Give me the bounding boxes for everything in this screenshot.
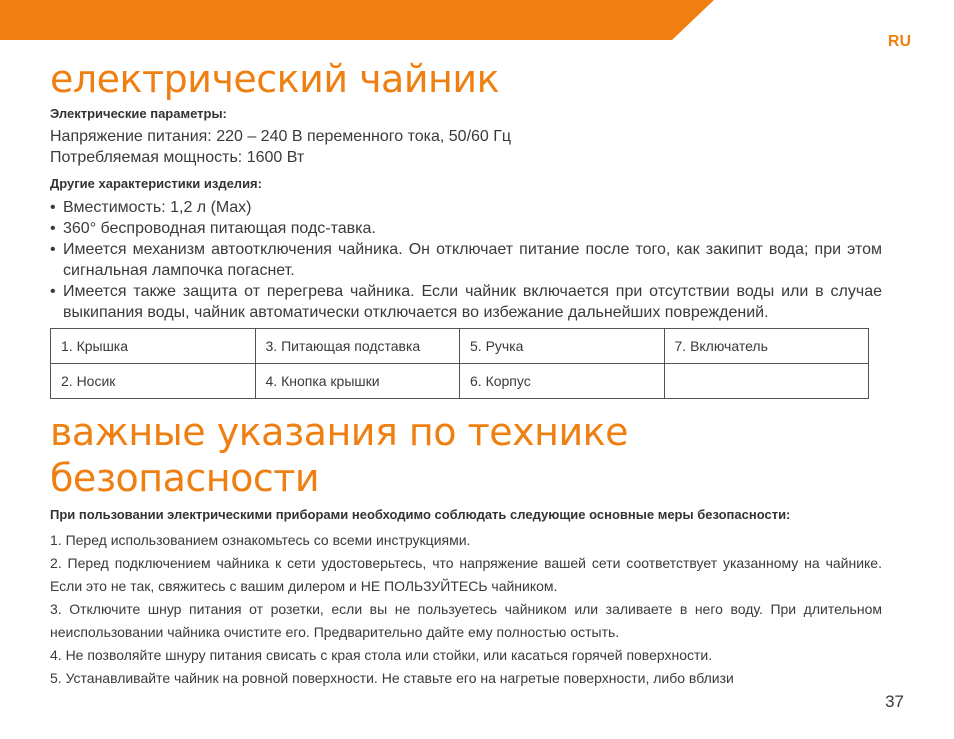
section-title-kettle: електрический чайник [50, 57, 500, 101]
other-features-heading: Другие характеристики изделия: [50, 176, 262, 191]
feature-item: • Имеется также защита от перегрева чайника. Если чайник включается при отсутствии воды или в случае выкипания воды, чайник автоматически отключается во избежание дальнейших повреждений. [50, 281, 882, 323]
table-cell: 3. Питающая подставка [255, 329, 460, 364]
list-item: 3. Отключите шнур питания от розетки, если вы не пользуетесь чайником или заливаете в него воду. При длительном неиспользовании чайника очистите его. Предварительно дайте ему полностью остыть. [50, 601, 882, 640]
list-item: 4. Не позволяйте шнуру питания свисать с края стола или стойки, или касаться горячей поверхности. [50, 647, 713, 663]
list-item: 5. Устанавливайте чайник на ровной поверхности. Не ставьте его на нагретые поверхности, либо вблизи [50, 670, 734, 686]
orange-header-band [0, 0, 954, 42]
section-title-safety: важные указания по технике безопасности [50, 410, 628, 500]
features-list [50, 197, 882, 323]
table-cell: 2. Носик [51, 364, 256, 399]
electrical-params-heading: Электрические параметры: [50, 106, 227, 121]
table-cell: 5. Ручка [460, 329, 665, 364]
table-cell: 7. Включатель [664, 329, 869, 364]
table-cell: 6. Корпус [460, 364, 665, 399]
page-number: 37 [885, 692, 904, 711]
table-cell: 1. Крышка [51, 329, 256, 364]
safety-intro: При пользовании электрическими приборами необходимо соблюдать следующие основные меры безопасности: [50, 507, 791, 522]
table-row [51, 329, 869, 364]
list-item: 1. Перед использованием ознакомьтесь со всеми инструкциями. [50, 532, 471, 548]
language-label: RU [887, 33, 911, 50]
page-content [50, 56, 882, 690]
voltage-text: Напряжение питания: 220 – 240 В переменного тока, 50/60 Гц [50, 128, 512, 145]
safety-rules-list [50, 529, 882, 690]
table-cell: 4. Кнопка крышки [255, 364, 460, 399]
table-row [51, 364, 869, 399]
parts-table [50, 328, 869, 399]
list-item: 2. Перед подключением чайника к сети удостоверьтесь, что напряжение вашей сети соответствует указанному на чайнике. Если это не так, свяжитесь с вашим дилером и НЕ ПОЛЬЗУЙТЕСЬ чайником. [50, 555, 882, 594]
feature-item: • 360° беспроводная питающая подс-тавка. [50, 218, 882, 239]
feature-item: • Вместимость: 1,2 л (Max) [50, 197, 882, 218]
power-text: Потребляемая мощность: 1600 Вт [50, 149, 305, 166]
table-cell [664, 364, 869, 399]
feature-item: • Имеется механизм автоотключения чайника. Он отключает питание после того, как закипит вода; при этом сигнальная лампочка погаснет. [50, 239, 882, 281]
